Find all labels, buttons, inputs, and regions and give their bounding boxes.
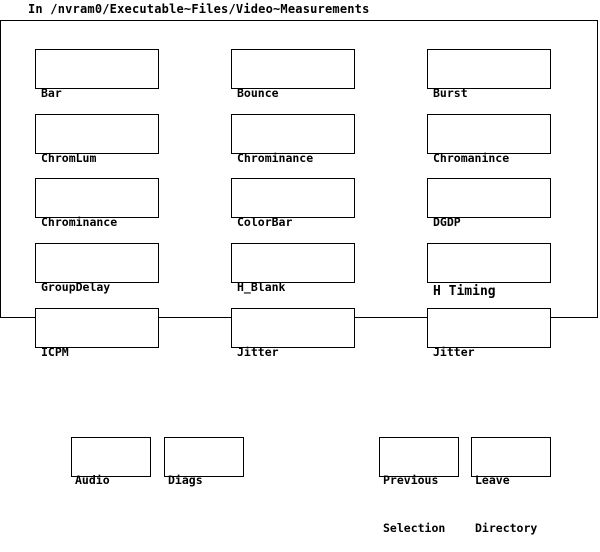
file-item-label: DGDP xyxy=(433,215,461,229)
file-item-label: ICPM xyxy=(41,345,69,359)
file-item-label: H_Blank xyxy=(237,280,286,294)
leave-directory-label: Leave xyxy=(475,473,510,487)
file-item-label: ColorBar xyxy=(237,215,293,229)
file-item-h-timing[interactable] xyxy=(427,243,551,299)
file-item-label: GroupDelay xyxy=(41,280,111,294)
current-path: In /nvram0/Executable~Files/Video~Measurements xyxy=(28,2,370,16)
file-item-colorbar[interactable] xyxy=(231,178,355,229)
file-item-label: ChromLum xyxy=(41,151,97,165)
file-item-label: Chrominance xyxy=(237,151,314,165)
file-item-label: Chromanince xyxy=(433,151,510,165)
file-item-label: Bounce xyxy=(237,86,279,100)
previous-selection-label: Selection xyxy=(383,521,446,535)
file-item-burst-frequency[interactable] xyxy=(427,49,551,100)
file-item-chrominance-nonlinearity[interactable] xyxy=(35,178,159,229)
file-item-label: Jitter xyxy=(237,345,279,359)
file-item-bar-linetime[interactable] xyxy=(35,49,159,100)
file-item-jitter-2[interactable] xyxy=(427,308,551,359)
file-item-chrominance-ampm[interactable] xyxy=(231,114,355,165)
file-item-icpm[interactable] xyxy=(35,308,159,359)
file-item-label: Bar xyxy=(41,86,62,100)
file-item-bounce[interactable] xyxy=(231,49,355,100)
file-item-chromanince-freqresp[interactable] xyxy=(427,114,551,165)
file-item-dgdp[interactable] xyxy=(427,178,551,229)
previous-selection-label: Previous xyxy=(383,473,439,487)
diags-button[interactable] xyxy=(164,437,244,487)
file-item-label: Burst xyxy=(433,86,468,100)
previous-selection-button[interactable] xyxy=(379,437,459,535)
file-item-jitter[interactable] xyxy=(231,308,355,359)
file-item-h-blank[interactable] xyxy=(231,243,355,294)
file-item-label: H Timing xyxy=(433,284,496,299)
file-item-label: Jitter xyxy=(433,345,475,359)
leave-directory-label: Directory xyxy=(475,521,538,535)
audio-button-label: Audio xyxy=(75,473,110,487)
audio-button[interactable] xyxy=(71,437,151,487)
file-item-chromlum-gaindelay[interactable] xyxy=(35,114,159,165)
file-item-label: Chrominance xyxy=(41,215,118,229)
diags-button-label: Diags xyxy=(168,473,203,487)
file-item-groupdelay-sinx[interactable] xyxy=(35,243,159,294)
file-browser-panel xyxy=(0,20,598,359)
leave-directory-button[interactable] xyxy=(471,437,551,535)
